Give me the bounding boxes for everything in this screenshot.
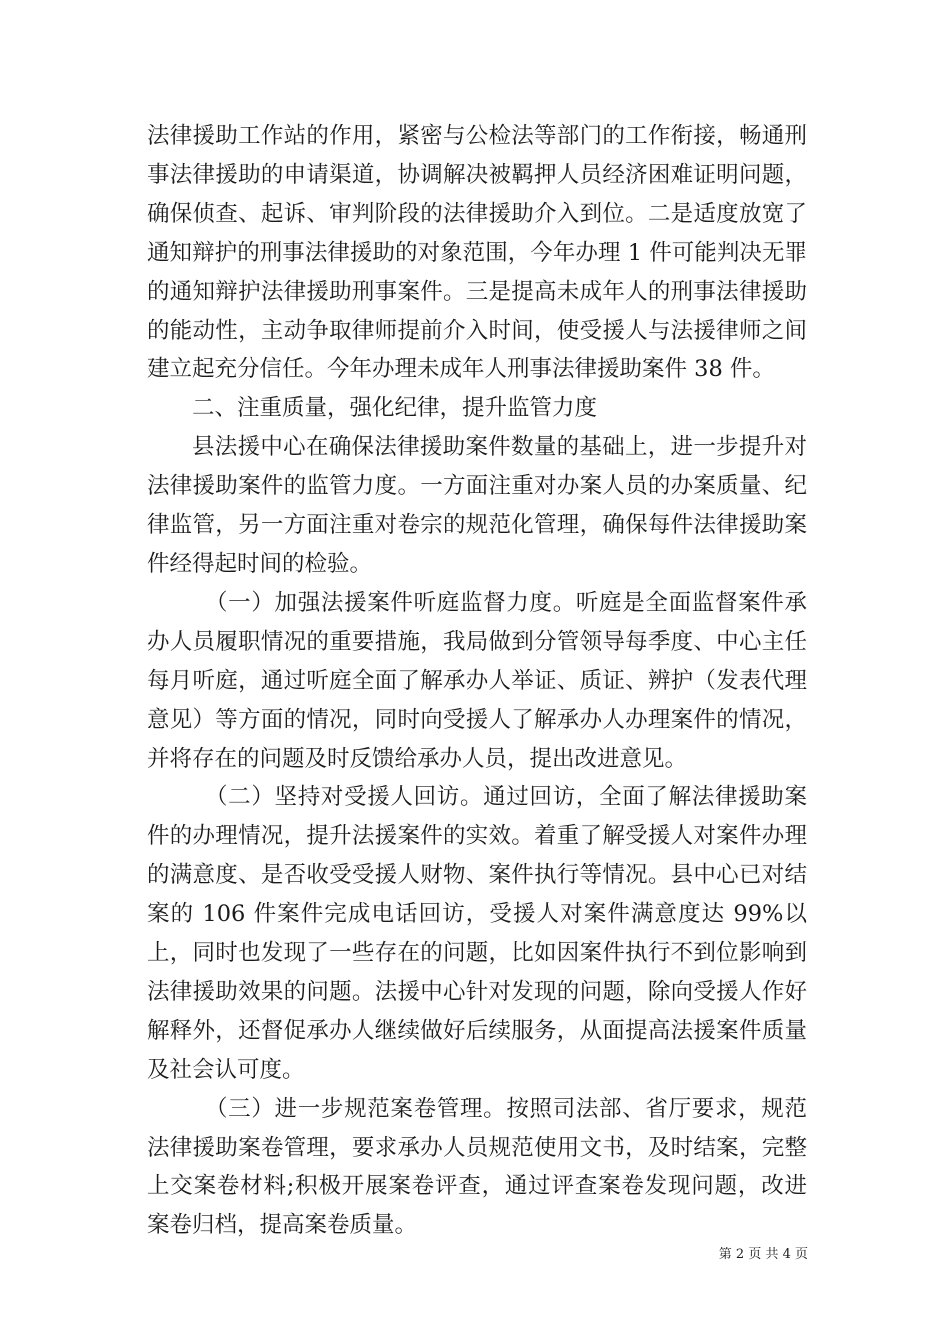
page-number-footer: 第 2 页 共 4 页 — [718, 1247, 808, 1262]
document-body — [147, 117, 807, 1245]
section-heading-quality: 二、注重质量，强化纪律，提升监管力度 — [192, 395, 598, 422]
paragraph-supervision-intro: 县法援中心在确保法律援助案件数量的基础上，进一步提升对法律援助案件的监管力度。一方面注重对办案人员的办案质量、纪律监管，另一方面注重对卷宗的规范化管理，确保每件法律援助案件经得起时间的检验。 — [147, 434, 807, 577]
paragraph-legal-aid-workstation: 法律援助工作站的作用，紧密与公检法等部门的工作衔接，畅通刑事法律援助的申请渠道，协调解决被羁押人员经济困难证明问题，确保侦查、起诉、审判阶段的法律援助介入到位。二是适度放宽了通知辩护的刑事法律援助的对象范围，今年办理 1 件可能判决无罪的通知辩护法律援助刑事案件。三是提高未成年人的刑事法律援助的能动性，主动争取律师提前介入时间，使受援人与法援律师之间建立起充分信任。今年办理未成年人刑事法律援助案件 38 件。 — [147, 123, 807, 383]
paragraph-case-file-management: （三）进一步规范案卷管理。按照司法部、省厅要求，规范法律援助案卷管理，要求承办人员规范使用文书，及时结案，完整上交案卷材料;积极开展案卷评查，通过评查案卷发现问题，改进案卷归档，提高案卷质量。 — [147, 1095, 807, 1239]
paragraph-follow-up-visits: （二）坚持对受援人回访。通过回访，全面了解法律援助案件的办理情况，提升法援案件的实效。着重了解受援人对案件办理的满意度、是否收受受援人财物、案件执行等情况。县中心已对结案的 106 件案件完成电话回访，受援人对案件满意度达 99%以上，同时也发现了一些存在的问题，比如因案件执行不到位影响到法律援助效果的问题。法援中心针对发现的问题，除向受援人作好解释外，还督促承办人继续做好后续服务，从面提高法援案件质量及社会认可度。 — [147, 784, 807, 1083]
paragraph-hearing-supervision: （一）加强法援案件听庭监督力度。听庭是全面监督案件承办人员履职情况的重要措施，我局做到分管领导每季度、中心主任每月听庭，通过听庭全面了解承办人举证、质证、辨护（发表代理意见）等方面的情况，同时向受援人了解承办人办理案件的情况，并将存在的问题及时反馈给承办人员，提出改进意见。 — [147, 589, 807, 772]
